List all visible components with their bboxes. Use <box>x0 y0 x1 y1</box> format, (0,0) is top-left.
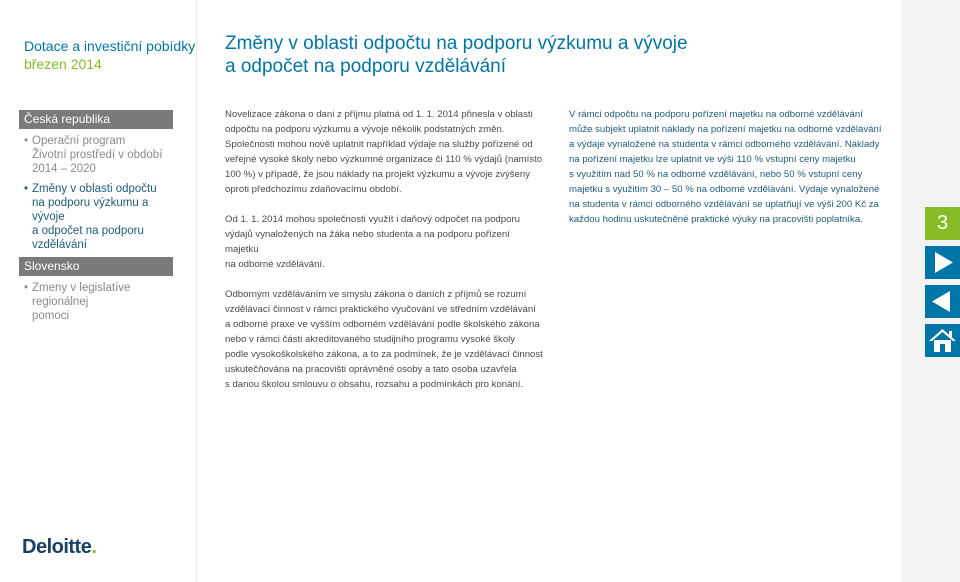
sidebar <box>0 0 197 582</box>
text-column-right <box>569 107 887 227</box>
section-czech-republic[interactable]: Česká republika <box>19 110 173 129</box>
page-number: 3 <box>925 207 960 240</box>
page-title: Změny v oblasti odpočtu na podporu výzkumu a vývoje a odpočet na podporu vzdělávání <box>225 33 688 77</box>
section-slovakia[interactable]: Slovensko <box>19 257 173 276</box>
paragraph-vocational-definition: Odborným vzděláváním ve smyslu zákona o daních z příjmů se rozumí vzdělávací činnost v rámci praktického vyučování ve středním vzdělávání a odborné praxe ve vyšším odborném vzdělávání podle školského zákona nebo v rámci části akreditovaného studijního programu vysoké školy podle vysokoškolského zákona, a to za podmínek, že je vzdělávací činnost uskutečňována na pracovišti oprávněné osoby a tato osoba uzavřela s danou školou smlouvu o obsahu, rozsahu a podmínkách pro konání. <box>225 289 543 390</box>
paragraph-asset-deduction: V rámci odpočtu na podporu pořízení majetku na odborné vzdělávání může subjekt uplatnit náklady na pořízení majetku na odborné vzdělávání a výdaje vynaložené na studenta v rámci odborného vzdělávání. Náklady na pořízení majetku lze uplatnit ve výši 110 % vstupní ceny majetku s využitím nad 50 % na odborné vzdělávání, nebo 50 % vstupní ceny majetku s využitím 30 – 50 % na odborné vzdělávání. Výdaje vynaložené na studenta v rámci odborného vzdělávání se uplatňují ve výši 200 Kč za každou hodinu uskutečněné praktické výuky na pracovišti poplatníka. <box>569 109 882 225</box>
paragraph-education-deduction: Od 1. 1. 2014 mohou společnosti využít i daňový odpočet na podporu výdajů vynaložených na žáka nebo studenta a na podporu pořízení majetku na odborné vzdělávání. <box>225 214 520 270</box>
previous-page-button[interactable] <box>925 285 960 318</box>
publication-date: březen 2014 <box>24 56 102 72</box>
publication-title: Dotace a investiční pobídky <box>24 38 196 54</box>
toc-item-operational-program[interactable]: • Operační program Životní prostředí v období 2014 – 2020 <box>24 135 163 175</box>
play-right-icon <box>925 246 960 279</box>
home-icon <box>925 324 960 357</box>
toc-item-regional-aid[interactable]: • Zmeny v legislatíve regionálnej pomoci <box>24 282 131 322</box>
deloitte-logo: Deloitte. <box>22 536 97 558</box>
toc-item-rd-deduction[interactable]: • Změny v oblasti odpočtu na podporu výzkumu a vývoje a odpočet na podporu vzdělávání <box>24 183 157 251</box>
next-page-button[interactable] <box>925 246 960 279</box>
paragraph-amendment: Novelizace zákona o dani z příjmu platná od 1. 1. 2014 přinesla v oblasti odpočtu na podporu výzkumu a vývoje několik podstatných změn. Společnosti mohou nově uplatnit například výdaje na služby pořízené od veřejné vysoké školy nebo výzkumné organizace či 110 % výdajů (namísto 100 %) v případě, že jsou náklady na projekt výzkumu a vývoje zvýšeny oproti předchozímu zdaňovacímu období. <box>225 109 543 195</box>
play-left-icon <box>925 285 960 318</box>
text-column-left <box>225 107 543 392</box>
toc-czech-republic <box>24 134 174 258</box>
toc-slovakia <box>24 281 174 329</box>
home-button[interactable] <box>925 324 960 357</box>
